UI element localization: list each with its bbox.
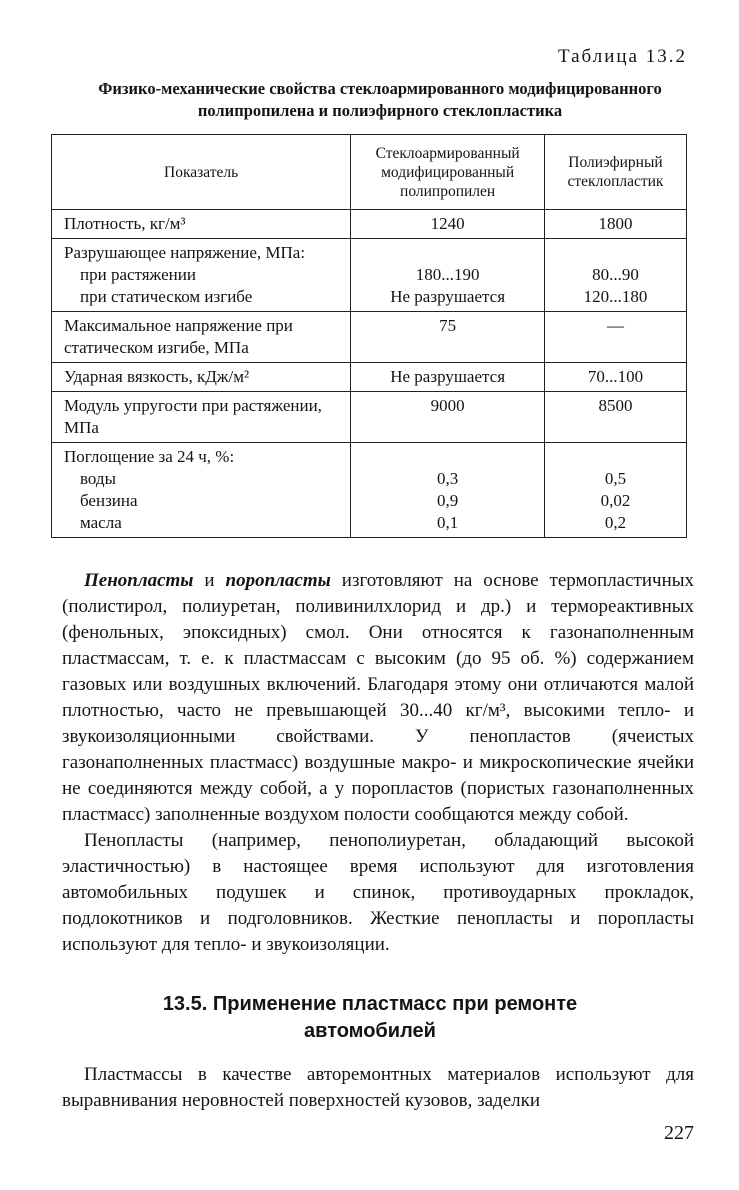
table-body (52, 210, 687, 538)
cell-value: 120...180 (583, 287, 648, 306)
row-label: Максимальное напряжение при статическом изгибе, МПа (64, 316, 293, 357)
cell-value: 1800 (598, 214, 633, 233)
row-sublabel: при растяжении (80, 265, 196, 284)
table-row (52, 392, 687, 443)
paragraph-connector: и (193, 570, 226, 591)
fiberglass-value-cell (544, 363, 686, 392)
cell-value: 1240 (430, 214, 465, 233)
cell-value: 0,2 (604, 513, 627, 532)
polypropylene-value-cell (351, 392, 545, 443)
term-poroplasty: поропласты (225, 570, 331, 591)
paragraph-repair (62, 1062, 694, 1114)
paragraph-usage (62, 828, 694, 958)
table-row (52, 312, 687, 363)
row-label-cell (52, 210, 351, 239)
cell-value: Не разрушается (390, 287, 506, 306)
polypropylene-value-cell (351, 443, 545, 538)
polypropylene-value-cell (351, 239, 545, 312)
cell-value: 180...190 (415, 265, 480, 284)
table-row (52, 363, 687, 392)
paragraph-text: Пластмассы в качестве авторемонтных материалов используют для выравнивания неровностей поверхностей кузовов, заделки (62, 1064, 694, 1111)
row-sublabel: при статическом изгибе (80, 287, 253, 306)
table-label: Таблица 13.2 (557, 46, 687, 67)
cell-value: 0,3 (437, 469, 459, 488)
cell-spacer (549, 242, 682, 264)
polypropylene-value-cell (351, 363, 545, 392)
page-number: 227 (664, 1122, 694, 1144)
row-label-cell (52, 363, 351, 392)
row-label-cell (52, 443, 351, 538)
polypropylene-value-cell (351, 210, 545, 239)
header-indicator: Показатель (52, 135, 351, 210)
row-label: Разрушающее напряжение, МПа: (64, 243, 306, 262)
table-row (52, 210, 687, 239)
paragraph-text: изготовляют на основе термопластичных (полистирол, полиуретан, поливинилхлорид и др.) и термореактивных (фенольных, эпоксидных) смол. Они относятся к газонаполненным пластмассам, т. е. к пластмассам с высоким (до 95 об. %) содержанием газовых или воздушных включений. Благодаря этому они отличаются малой плотностью, часто не превышающей 30...40 кг/м³, высокими тепло- и звукоизоляционными свойствами. У пенопластов (ячеистых газонаполненных пластмасс) воздушные макро- и микроскопические ячейки не соединяются между собой, а у поропластов (пористых газонаполненных пластмасс) заполненные воздухом полости сообщаются между собой. (62, 570, 694, 825)
cell-value: 0,1 (437, 513, 459, 532)
term-penoplasty: Пенопласты (84, 570, 194, 591)
cell-value: 9000 (430, 396, 465, 415)
cell-spacer (355, 446, 540, 468)
paragraph-foam-plastics (62, 568, 694, 828)
cell-value: 8500 (598, 396, 633, 415)
header-polypropylene: Стеклоармированный модифицированный полипропилен (351, 135, 545, 210)
row-label: Плотность, кг/м³ (64, 214, 186, 233)
header-fiberglass: Полиэфирный стеклопластик (544, 135, 686, 210)
polypropylene-value-cell (351, 312, 545, 363)
row-sublabel: масла (80, 513, 122, 532)
cell-value: 0,02 (600, 491, 631, 510)
cell-value: Не разрушается (390, 367, 506, 386)
row-sublabel: воды (80, 469, 116, 488)
cell-spacer (549, 446, 682, 468)
cell-value: — (606, 316, 624, 335)
cell-value: 80...90 (592, 265, 639, 284)
row-label-cell (52, 239, 351, 312)
cell-value: 0,9 (437, 491, 459, 510)
table-header-row (52, 135, 687, 210)
row-label-cell (52, 312, 351, 363)
row-label-cell (52, 392, 351, 443)
row-label: Ударная вязкость, кДж/м² (64, 367, 250, 386)
table-row (52, 443, 687, 538)
row-label: Поглощение за 24 ч, %: (64, 447, 235, 466)
row-sublabel: бензина (80, 491, 138, 510)
fiberglass-value-cell (544, 312, 686, 363)
properties-table (51, 134, 687, 538)
fiberglass-value-cell (544, 392, 686, 443)
table-row (52, 239, 687, 312)
cell-value: 75 (439, 316, 457, 335)
table-title: Физико-механические свойства стеклоармированного модифицированного полипропилена и полиэфирного стеклопластика (98, 79, 662, 120)
row-label: Модуль упругости при растяжении, МПа (64, 396, 322, 437)
cell-value: 0,5 (604, 469, 627, 488)
section-heading: 13.5. Применение пластмасс при ремонте автомобилей (162, 993, 578, 1042)
cell-value: 70...100 (587, 367, 644, 386)
cell-spacer (355, 242, 540, 264)
fiberglass-value-cell (544, 443, 686, 538)
paragraph-text: Пенопласты (например, пенополиуретан, обладающий высокой эластичностью) в настоящее время используют для изготовления автомобильных подушек и спинок, противоударных прокладок, подлокотников и подголовников. Жесткие пенопласты и поропласты используют для тепло- и звукоизоляции. (62, 830, 694, 955)
fiberglass-value-cell (544, 239, 686, 312)
fiberglass-value-cell (544, 210, 686, 239)
